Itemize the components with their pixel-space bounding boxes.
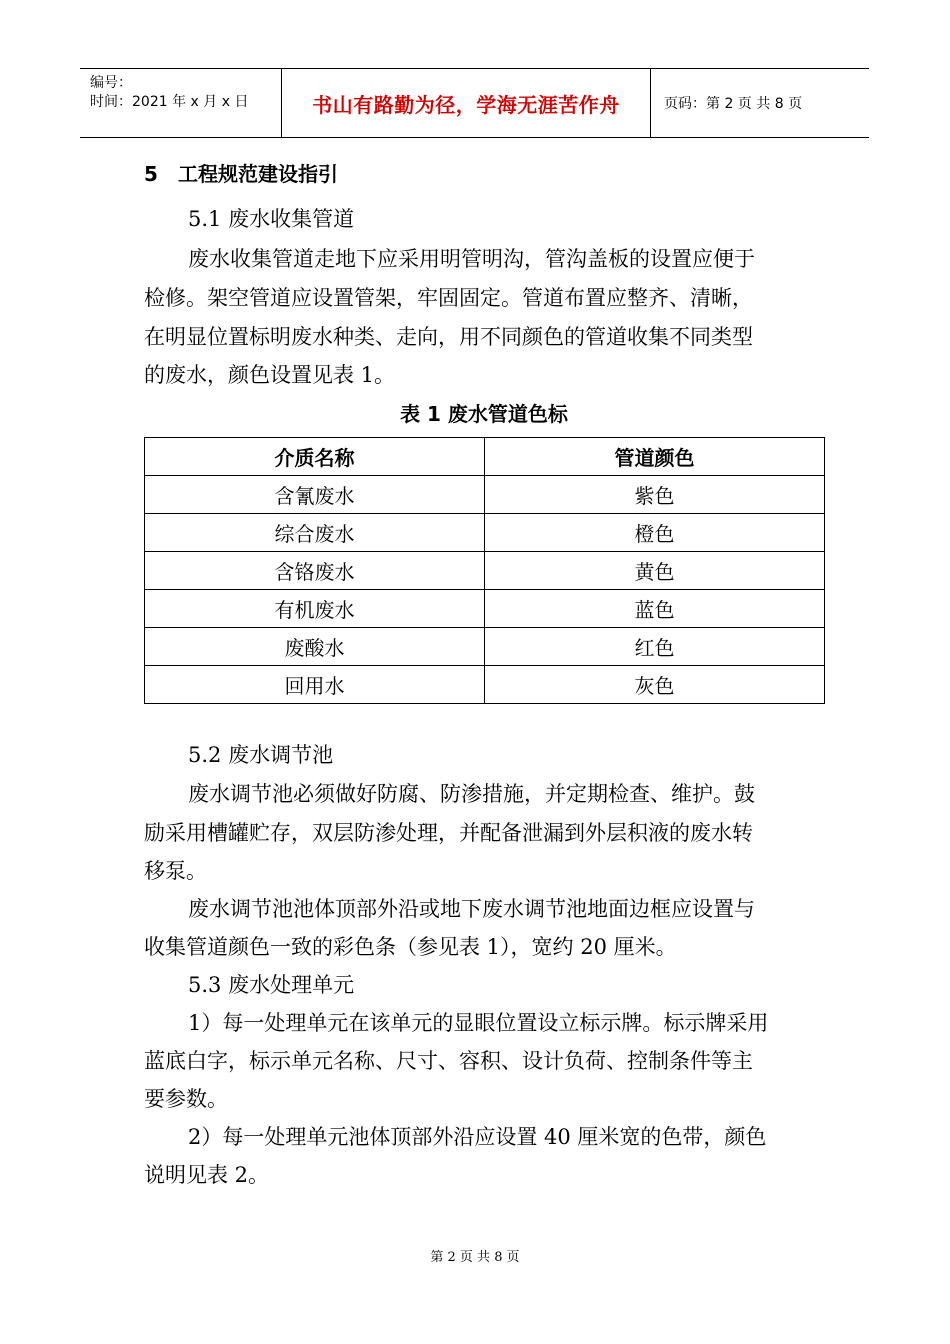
- motto: 书山有路勤为径，学海无涯苦作舟: [312, 92, 620, 117]
- table-header-row: [145, 438, 825, 476]
- table-cell: 含铬废水: [145, 552, 485, 590]
- paragraph-line: 1）每一处理单元在该单元的显眼位置设立标示牌。标示牌采用: [188, 1011, 769, 1035]
- page-header: [80, 68, 869, 138]
- paragraph-line: 蓝底白字，标示单元名称、尺寸、容积、设计负荷、控制条件等主: [144, 1049, 753, 1073]
- table-row: [145, 476, 825, 514]
- table-cell: 紫色: [485, 476, 825, 514]
- table-cell: 回用水: [145, 666, 485, 704]
- section-heading: [144, 158, 338, 187]
- column-header-color: 管道颜色: [485, 438, 825, 476]
- number-label: 编号：: [90, 75, 132, 91]
- paragraph-line: 收集管道颜色一致的彩色条（参见表 1），宽约 20 厘米。: [144, 935, 677, 959]
- paragraph-line: 要参数。: [144, 1087, 228, 1111]
- paragraph-line: 检修。架空管道应设置管架，牢固固定。管道布置应整齐、清晰，: [144, 286, 753, 310]
- header-page-cell: [652, 69, 869, 137]
- subsection-heading-5-1: 5.1 废水收集管道: [188, 207, 355, 231]
- table-cell: 含氰废水: [145, 476, 485, 514]
- table-row: [145, 590, 825, 628]
- page-label: 页码：第 2 页 共 8 页: [664, 96, 803, 112]
- paragraph-line: 的废水，颜色设置见表 1。: [144, 363, 396, 387]
- table-cell: 废酸水: [145, 628, 485, 666]
- table-row: [145, 552, 825, 590]
- paragraph-line: 励采用槽罐贮存，双层防渗处理，并配备泄漏到外层积液的废水转: [144, 821, 753, 845]
- column-header-medium: 介质名称: [145, 438, 485, 476]
- time-label: 时间：2021 年 x 月 x 日: [90, 94, 249, 110]
- table-cell: 橙色: [485, 514, 825, 552]
- table-cell: 红色: [485, 628, 825, 666]
- subsection-heading-5-3: 5.3 废水处理单元: [188, 973, 355, 997]
- header-meta-cell: [80, 69, 282, 137]
- header-motto-cell: [282, 69, 651, 137]
- table-row: [145, 514, 825, 552]
- paragraph-line: 在明显位置标明废水种类、走向，用不同颜色的管道收集不同类型: [144, 325, 753, 349]
- table-row: [145, 666, 825, 704]
- table-caption: 表 1 废水管道色标: [400, 402, 568, 426]
- paragraph-line: 废水收集管道走地下应采用明管明沟，管沟盖板的设置应便于: [188, 247, 755, 271]
- table-cell: 蓝色: [485, 590, 825, 628]
- paragraph-line: 废水调节池池体顶部外沿或地下废水调节池地面边框应设置与: [188, 897, 755, 921]
- section-number: 5: [144, 162, 158, 186]
- pipe-color-table: [144, 437, 825, 704]
- table-cell: 灰色: [485, 666, 825, 704]
- table-cell: 有机废水: [145, 590, 485, 628]
- paragraph-line: 说明见表 2。: [144, 1163, 270, 1187]
- paragraph-line: 移泵。: [144, 859, 207, 883]
- subsection-heading-5-2: 5.2 废水调节池: [188, 743, 334, 767]
- table-row: [145, 628, 825, 666]
- paragraph-line: 2）每一处理单元池体顶部外沿应设置 40 厘米宽的色带，颜色: [188, 1125, 767, 1149]
- table-cell: 综合废水: [145, 514, 485, 552]
- paragraph-line: 废水调节池必须做好防腐、防渗措施，并定期检查、维护。鼓: [188, 782, 755, 806]
- section-title: 工程规范建设指引: [178, 162, 338, 186]
- table-cell: 黄色: [485, 552, 825, 590]
- page-footer: 第 2 页 共 8 页: [430, 1250, 520, 1265]
